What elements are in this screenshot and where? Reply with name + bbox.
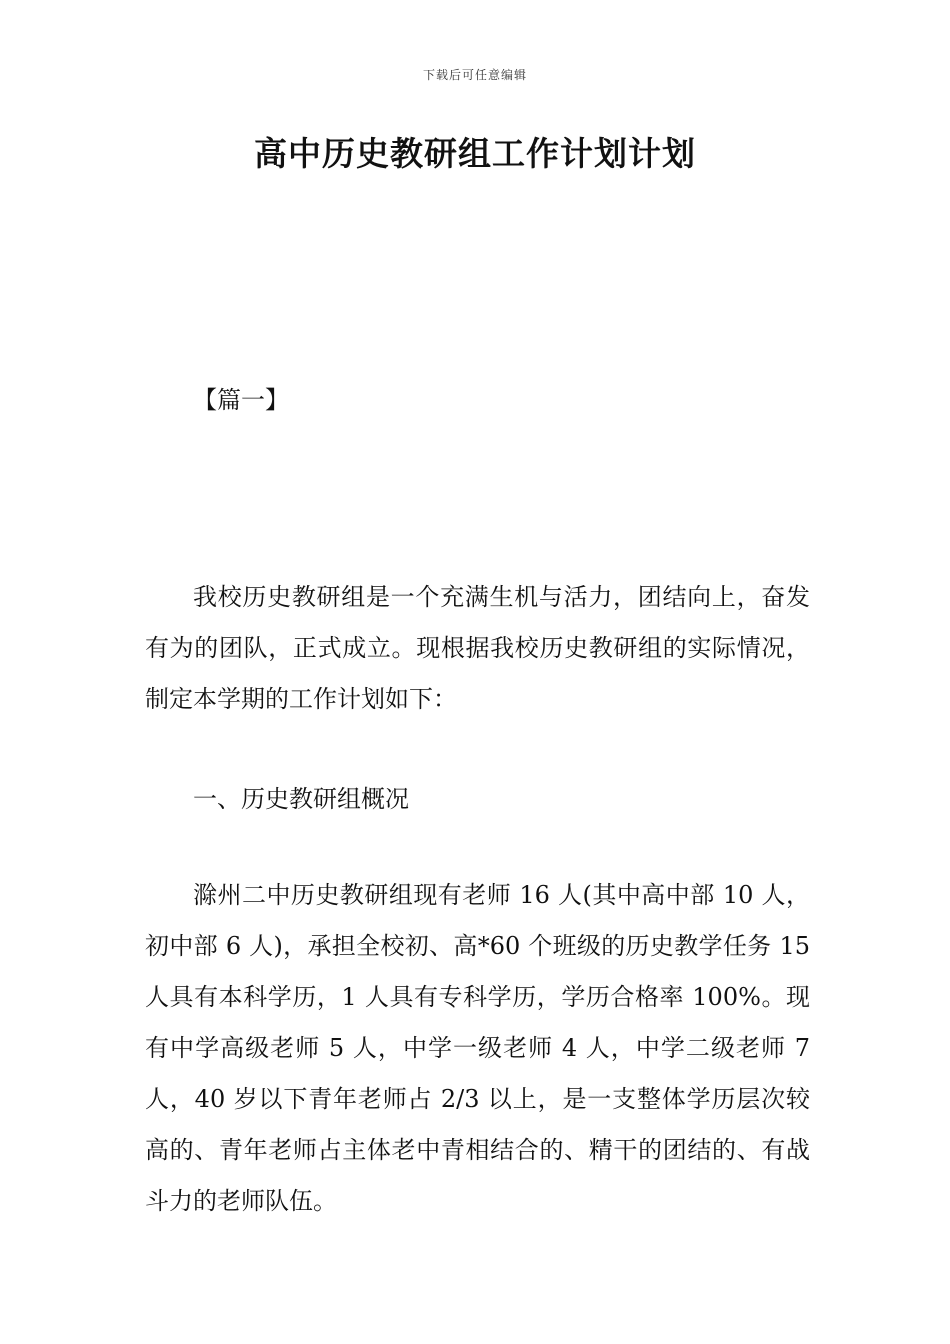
header-note: 下载后可任意编辑: [422, 68, 527, 82]
document-title: 高中历史教研组工作计划计划: [254, 134, 696, 173]
section-tag: 【篇一】: [193, 386, 289, 414]
overview-paragraph: 滁州二中历史教研组现有老师 16 人(其中高中部 10 人，初中部 6 人)，承担全校初、高*60 个班级的历史教学任务 15 人具有本科学历，1 人具有专科学历，学历合格率 100%。现有中学高级老师 5 人，中学一级老师 4 人，中学二级老师 7 人，40 岁以下青年老师占 2/3 以上，是一支整体学历层次较高的、青年老师占主体老中青相结合的、精干的团结的、有战斗力的老师队伍。: [145, 881, 810, 1215]
intro-paragraph: 我校历史教研组是一个充满生机与活力，团结向上，奋发有为的团队，正式成立。现根据我校历史教研组的实际情况，制定本学期的工作计划如下：: [145, 583, 810, 713]
section-heading-overview: 一、历史教研组概况: [193, 785, 409, 813]
